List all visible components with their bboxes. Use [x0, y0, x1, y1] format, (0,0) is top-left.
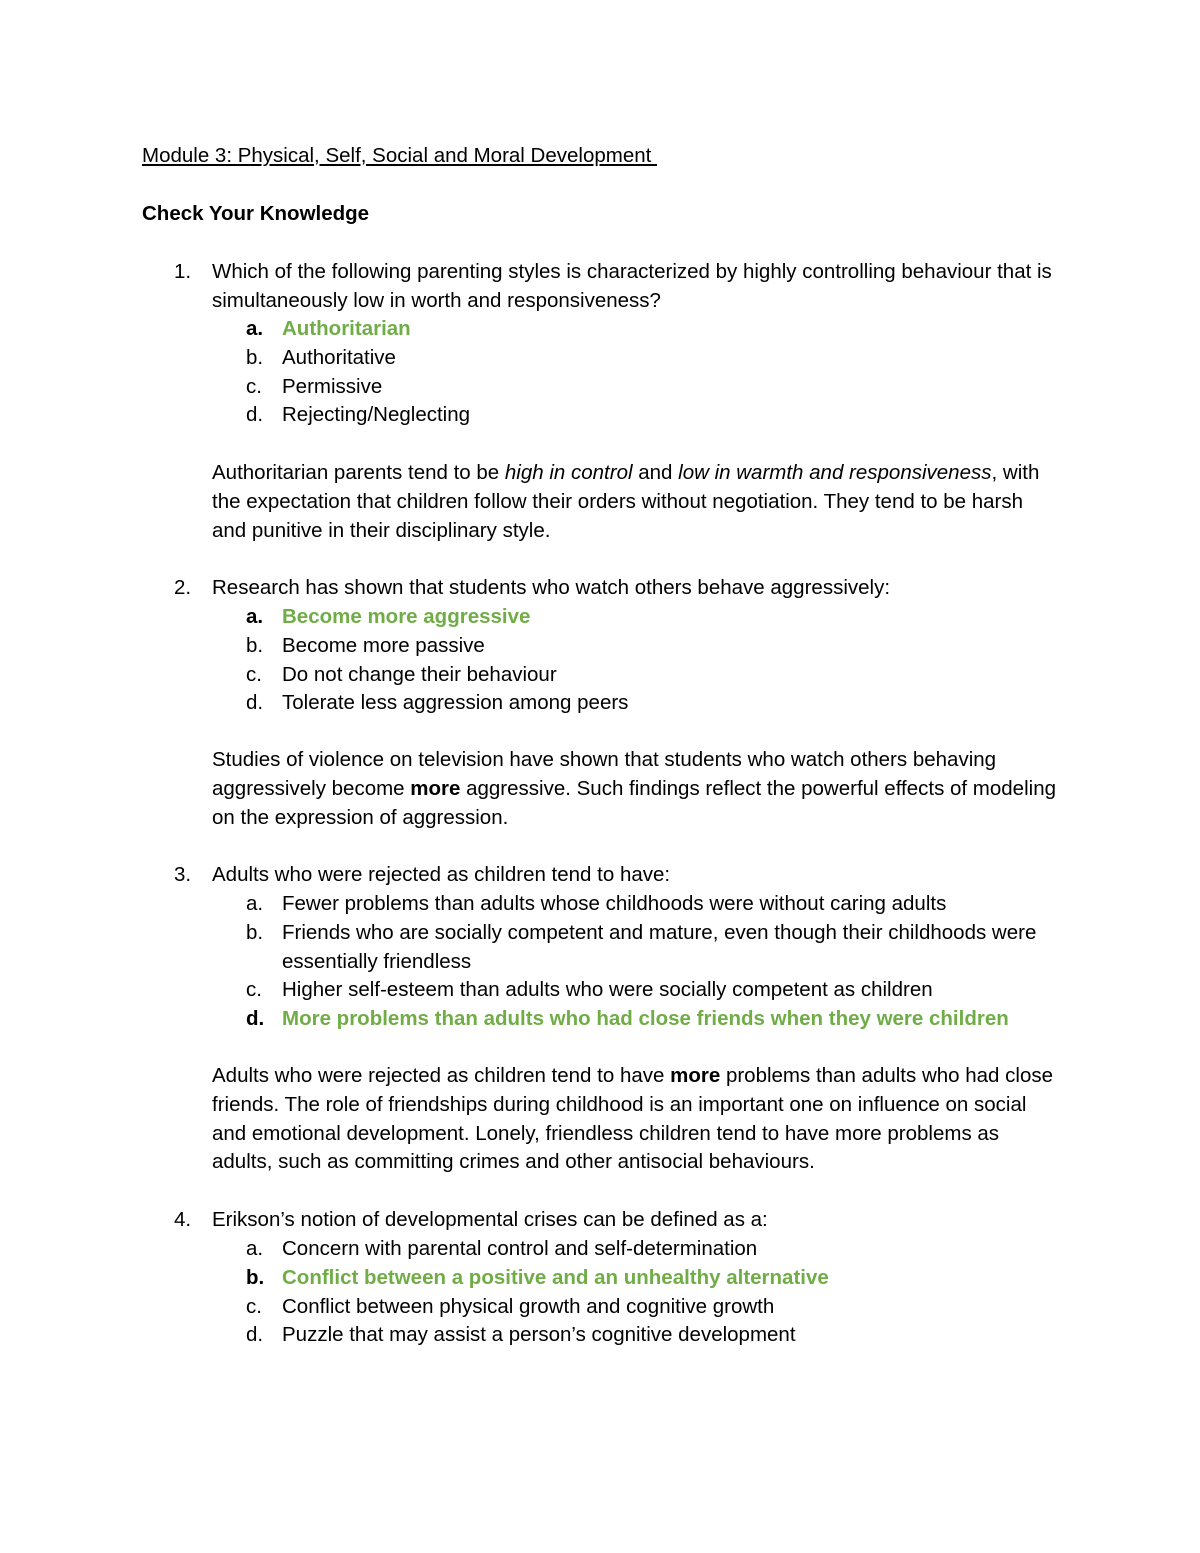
option-d: [0, 1321, 1200, 1350]
option-letter: a.: [246, 605, 264, 628]
option-b: [0, 632, 1200, 661]
option-text: Rejecting/Neglecting: [282, 403, 471, 427]
explanation-2: [212, 746, 1057, 832]
explanation-3: [212, 1062, 1057, 1177]
explanation-text: problems than adults who had close friends. The role of friendships during childhood is an important one on influence on social and emotional development. Lonely, friendless children tend to have more problems as adults, such as committing crimes and other antisocial behaviours.: [212, 1064, 1054, 1174]
question-number: 3.: [174, 863, 192, 886]
option-letter: b.: [246, 345, 264, 369]
option-a: [0, 1235, 1200, 1264]
explanation-bold: more: [410, 776, 461, 800]
option-letter: c.: [246, 662, 262, 686]
option-letter: a.: [246, 317, 264, 340]
explanation-text: , with the expectation that children follow their orders without negotiation. They tend to be harsh and punitive in their disciplinary style.: [212, 461, 1040, 542]
option-a: [0, 890, 1200, 919]
option-letter: b.: [246, 920, 264, 944]
option-text: Become more passive: [282, 633, 485, 657]
question-number: 4.: [174, 1208, 192, 1231]
section-heading: Check Your Knowledge: [142, 202, 370, 225]
explanation-bold: more: [670, 1064, 721, 1087]
explanation-italic: high in control: [504, 461, 633, 484]
option-text: Concern with parental control and self-determination: [282, 1237, 758, 1260]
explanation-text: and: [632, 461, 679, 484]
option-text: Authoritarian: [282, 317, 411, 340]
explanation-italic: low in warmth and responsiveness: [678, 461, 992, 484]
option-text: Conflict between physical growth and cognitive growth: [282, 1294, 775, 1318]
option-c: [0, 976, 1200, 1005]
explanation-text: Adults who were rejected as children tend to have: [212, 1064, 671, 1087]
option-b: [0, 344, 1200, 373]
explanation-text: Studies of violence on television have shown that students who watch others behaving aggressively become: [212, 748, 997, 800]
page-title: Module 3: Physical, Self, Social and Moral Development: [142, 144, 658, 167]
option-c: [0, 1293, 1200, 1322]
question-text: Adults who were rejected as children tend to have:: [212, 863, 671, 886]
question-3-options: [0, 890, 1200, 1034]
option-b-correct: [0, 1264, 1200, 1293]
explanation-1: [212, 459, 1057, 545]
option-text: Permissive: [282, 374, 383, 398]
option-a-correct: [0, 315, 1200, 344]
option-letter: c.: [246, 1294, 262, 1318]
question-2-options: [0, 603, 1200, 718]
option-d-correct: [0, 1005, 1200, 1034]
option-text: Authoritative: [282, 345, 396, 369]
question-text: Erikson’s notion of developmental crises can be defined as a:: [212, 1208, 768, 1231]
option-letter: d.: [246, 691, 264, 715]
question-number: 2.: [174, 576, 192, 599]
option-letter: a.: [246, 1237, 264, 1260]
option-text: More problems than adults who had close friends when they were children: [282, 1007, 1009, 1031]
option-letter: d.: [246, 1007, 265, 1031]
option-a-correct: [0, 603, 1200, 632]
option-text: Do not change their behaviour: [282, 662, 557, 686]
explanation-text: aggressive. Such findings reflect the powerful effects of modeling on the expression of aggression.: [212, 776, 1056, 829]
option-text: Puzzle that may assist a person’s cognitive development: [282, 1323, 796, 1347]
question-text: Which of the following parenting styles is characterized by highly controlling behaviour that is simultaneously low in worth and responsiveness?: [212, 260, 1052, 312]
option-letter: b.: [246, 633, 264, 657]
option-letter: a.: [246, 892, 264, 915]
option-letter: d.: [246, 1323, 264, 1347]
option-text: Tolerate less aggression among peers: [282, 691, 629, 715]
option-text: Become more aggressive: [282, 605, 531, 628]
option-letter: d.: [246, 403, 264, 427]
option-letter: c.: [246, 374, 262, 398]
option-b: [0, 919, 1200, 977]
option-text: Friends who are socially competent and mature, even though their childhoods were essentially friendless: [282, 920, 1037, 973]
option-letter: b.: [246, 1265, 265, 1289]
option-text: Conflict between a positive and an unhealthy alternative: [282, 1265, 829, 1289]
option-c: [0, 373, 1200, 402]
explanation-text: Authoritarian parents tend to be: [212, 461, 505, 484]
option-text: Higher self-esteem than adults who were socially competent as children: [282, 978, 933, 1002]
option-c: [0, 661, 1200, 690]
question-number: 1.: [174, 260, 192, 283]
question-1-options: [0, 315, 1200, 430]
question-4-options: [0, 1235, 1200, 1350]
option-d: [0, 401, 1200, 430]
option-text: Fewer problems than adults whose childhoods were without caring adults: [282, 892, 947, 915]
option-d: [0, 689, 1200, 718]
option-letter: c.: [246, 978, 262, 1002]
question-text: Research has shown that students who watch others behave aggressively:: [212, 576, 891, 599]
